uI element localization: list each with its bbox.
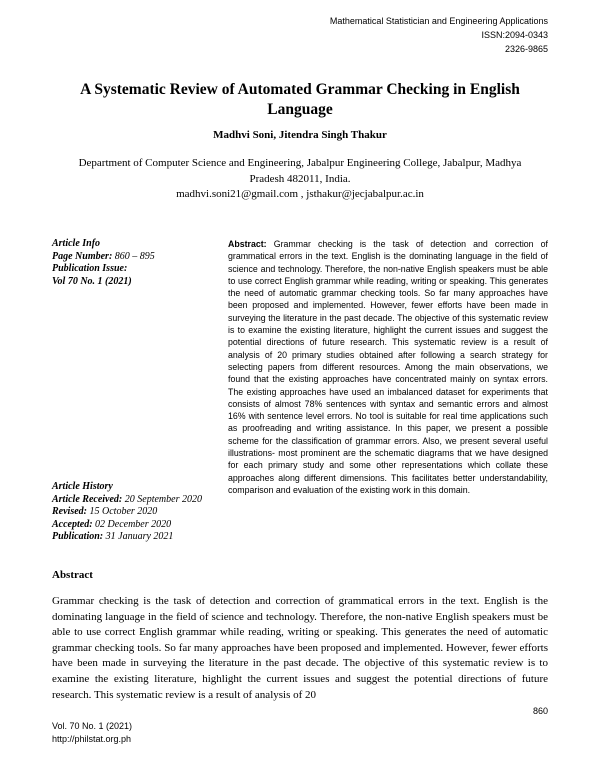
accepted-row [52, 519, 202, 532]
abstract-summary-label: Abstract: [228, 239, 267, 249]
publication-date: 31 January 2021 [105, 531, 174, 542]
journal-header [330, 14, 548, 56]
abstract-summary [228, 238, 548, 496]
page-number-range: 860 – 895 [114, 250, 155, 262]
received-row [52, 494, 202, 507]
page-number: 860 [532, 706, 548, 716]
article-info [52, 238, 155, 288]
received-date: 20 September 2020 [124, 493, 202, 505]
footer-url[interactable]: http://philstat.org.ph [52, 734, 132, 744]
journal-name: Mathematical Statistician and Engineering Applications [329, 16, 548, 26]
publication-label: Publication: [52, 531, 104, 542]
page-number-label: Page Number: [52, 250, 113, 262]
accepted-date: 02 December 2020 [95, 518, 172, 530]
article-info-heading: Article Info [52, 238, 101, 249]
publication-issue-label: Publication Issue: [52, 263, 128, 274]
abstract-body: Grammar checking is the task of detection and correction of grammatical errors in the text. English is the dominating language in the field of science and technology. Therefore, the non-native English speakers must be able to use correct English grammar while reading, writing or speaking. This generates the need of automatic grammar checking tools. So far many approaches have been proposed and implemented. However, fewer efforts have been made in surveying the literature in the past decade. The objective of this systematic review is to examine the existing literature, highlight the current issues and suggest the potential directions of future research. This systematic review is a result of analysis of 20 [52, 595, 548, 701]
abstract-summary-text: Grammar checking is the task of detection and correction of grammatical errors in the text. English is the dominating language in the field of science and technology. Therefore, the non-native English speakers must be able to use correct English grammar while reading, writing or speaking. This generates the need of automatic grammar checking tools. So far many approaches have been proposed and implemented. However, fewer efforts have been made in surveying the literature in the past decade. The objective of this systematic review is to examine the existing literature, highlight the current issues and suggest the potential directions of future research. This systematic review is a result of analysis of 20 primary studies obtained after following a search strategy for selecting papers from different resources. Among the main observations, we found that the existing approaches have concentrated mainly on syntax errors. The existing approaches have used an imbalanced dataset for experiments that consists of almost 78% sentences with syntax and semantic errors and almost 16% with sentence level errors. No tool is suitable for real time applications such as proofreading and writing assistance. In this paper, we present a possible scheme for the classification of grammar errors. Also, we present several useful illustrations- most prominent are the schematic diagrams that we have designed for each primary study and some other representations which collate these approaches along different dimensions. This facilitates better understandability, comparison and evaluation of the existing work in this domain. [228, 239, 549, 495]
abstract-heading: Abstract [52, 569, 93, 581]
article-history [52, 481, 202, 544]
revised-row [52, 506, 202, 519]
page-number-row [52, 251, 155, 264]
author-emails: madhvi.soni21@gmail.com , jsthakur@jecjabalpur.ac.in [176, 188, 424, 200]
publication-volume: Vol 70 No. 1 (2021) [52, 275, 132, 287]
revised-date: 15 October 2020 [89, 506, 158, 517]
paper-authors: Madhvi Soni, Jitendra Singh Thakur [213, 129, 387, 141]
journal-issn-2: 2326-9865 [504, 44, 548, 54]
footer-volume: Vol. 70 No. 1 (2021) [52, 721, 133, 731]
affiliation-line-1: Department of Computer Science and Engineering, Jabalpur Engineering College, Jabalpur, Madhya [78, 157, 522, 169]
publication-row [52, 531, 202, 544]
received-label: Article Received: [52, 493, 123, 505]
revised-label: Revised: [52, 506, 87, 517]
journal-issn: ISSN:2094-0343 [481, 30, 548, 40]
affiliation-line-2: Pradesh 482011, India. [249, 172, 351, 185]
article-history-heading: Article History [52, 481, 113, 492]
page-footer [52, 720, 132, 746]
accepted-label: Accepted: [52, 518, 93, 530]
author-affiliation [55, 156, 545, 203]
paper-title: A Systematic Review of Automated Grammar Checking in English Language [80, 81, 520, 118]
